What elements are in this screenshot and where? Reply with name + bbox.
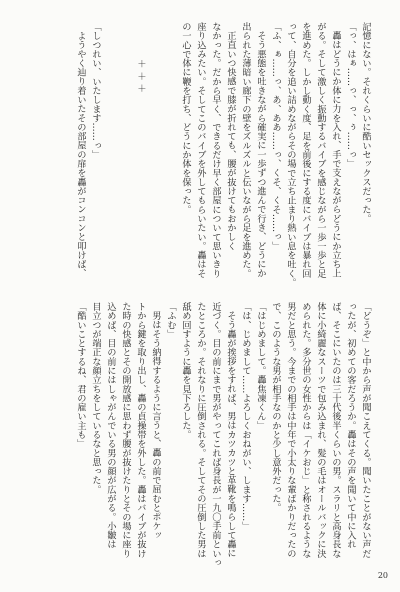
text-line: 男はそう納得するように言うと、轟の前で屈むとポケッ [150, 311, 160, 540]
upper-text-block [72, 22, 372, 288]
blank-line [147, 22, 162, 279]
text-line: 「ふ、ぁ……っ、あ、ああ……っ、くそ、くそ……っ」 [270, 22, 280, 251]
text-line: 体に小綺麗なスーツで包み込まれ、髪の毛はオールバックに決 [315, 302, 325, 558]
text-line: って、自分を追い詰めながらその場で立ち止まり熱い息を吐く。 [285, 22, 295, 288]
paragraph [177, 302, 237, 568]
text-line: められた。多分世の女性からは「イケおじ」と称されるような [300, 302, 310, 558]
text-line: ようやく辿り着いたその部屋の扉を轟がコンコンと叩けば、 [75, 31, 85, 278]
text-line: トから鍵を取り出し、轟の貞操帯を外した。轟はバイブが抜け [135, 302, 145, 558]
text-line: 「どうぞ」と中から声が聞こえてくる。聞いたことがない声だ [360, 302, 370, 558]
page-number: 20 [377, 571, 388, 580]
text-line: の一心で体に鞭を打ち、どうにか体を保った。 [180, 22, 190, 214]
dialogue-paragraph [237, 302, 252, 559]
text-line: なかった。だから早く、できるだけ早く部屋について思いきり [210, 22, 220, 278]
text-line: 「はじめまして。轟焦凍くん」 [255, 302, 265, 430]
text-line: を進めた。しかし動く度、足を前後にする度にバイブは暴れ回 [300, 22, 310, 278]
text-line: 近づく。目の前にまで男がやってこれば身長が一九〇手前といっ [210, 302, 220, 568]
dialogue-paragraph [162, 302, 177, 559]
dialogue-paragraph [342, 22, 357, 279]
text-line: 目立つが端正な顔立ちをしているなと思った。 [90, 302, 100, 494]
text-line: た時の快感とその開放感に思わず腰が抜けたりとその場に座り [120, 302, 130, 558]
text-line: 記憶にない。それくらいに酷いセックスだった。 [360, 22, 370, 224]
text-line: 出られた薄暗い廊下の壁をズルズルと伝いながら足を進めた。 [240, 22, 250, 278]
text-line: 座り込みたい。そしてこのバイブを外してもらいたい。轟はそ [195, 22, 205, 278]
text-line: そう悪態を吐きながら確実に一歩ずつ進んで行き、どうにか [255, 31, 265, 278]
paragraph [237, 22, 267, 279]
text-line: 込めば、目の前にはしゃがんでいる男の顔が広がる。小皺は [105, 302, 115, 549]
text-line: 「っ、はぁ……っ、っ、ぅ……っ」 [345, 22, 355, 169]
lower-text-block [72, 302, 372, 568]
dialogue-paragraph [252, 302, 267, 559]
paragraph [177, 22, 237, 279]
text-line: 正直いつ快感で膝が折れても、腰が抜けてもおかしく [225, 31, 235, 251]
blank-line [162, 22, 177, 279]
paragraph [87, 302, 162, 559]
text-line: そう轟が挨拶をすれば、男はカツカツと革靴を鳴らして轟に [225, 311, 235, 558]
text-line: 「酷いことするね、君の雇い主も」 [75, 302, 85, 449]
paragraph [357, 22, 372, 279]
paragraph [267, 302, 372, 559]
text-line: ば、そこにいたのは三十代後半くらいの男。スラリと高身長な [330, 302, 340, 558]
text-line: 舐め回すように轟を見下ろした。 [180, 302, 190, 440]
text-line: たところか。それなりに圧倒される。そしてその圧倒した男は [195, 302, 205, 558]
text-line: ったが、初めての客だろうか。轟はその声を聞いて中に入れ [345, 302, 355, 549]
dialogue-paragraph [87, 22, 102, 279]
text-line: 「ふむ」 [165, 302, 175, 339]
dialogue-paragraph [267, 22, 282, 279]
text-line: 轟はどうにか体に力を入れ、手で支えながらどうにか立ち上 [330, 31, 340, 278]
dialogue-paragraph [72, 302, 87, 559]
paragraph [282, 22, 342, 288]
blank-line [117, 22, 132, 279]
text-line: 「しつれい、いたします……っ」 [90, 22, 100, 160]
text-line: がる。そして激しく振動するバイブを感じながら一歩一歩と足 [315, 22, 325, 278]
text-line: で、このような男が相手なのかと少し意外だった。 [270, 302, 280, 513]
blank-line [102, 22, 117, 279]
paragraph [72, 22, 87, 279]
text-line: 男だと思う。今までの相手は中年で小太りな輩ばかりだったの [285, 302, 295, 558]
text-line: 「は、じめまして……よろしくおねがい、します……」 [240, 302, 250, 531]
scene-break: ＋＋＋ [135, 58, 145, 96]
